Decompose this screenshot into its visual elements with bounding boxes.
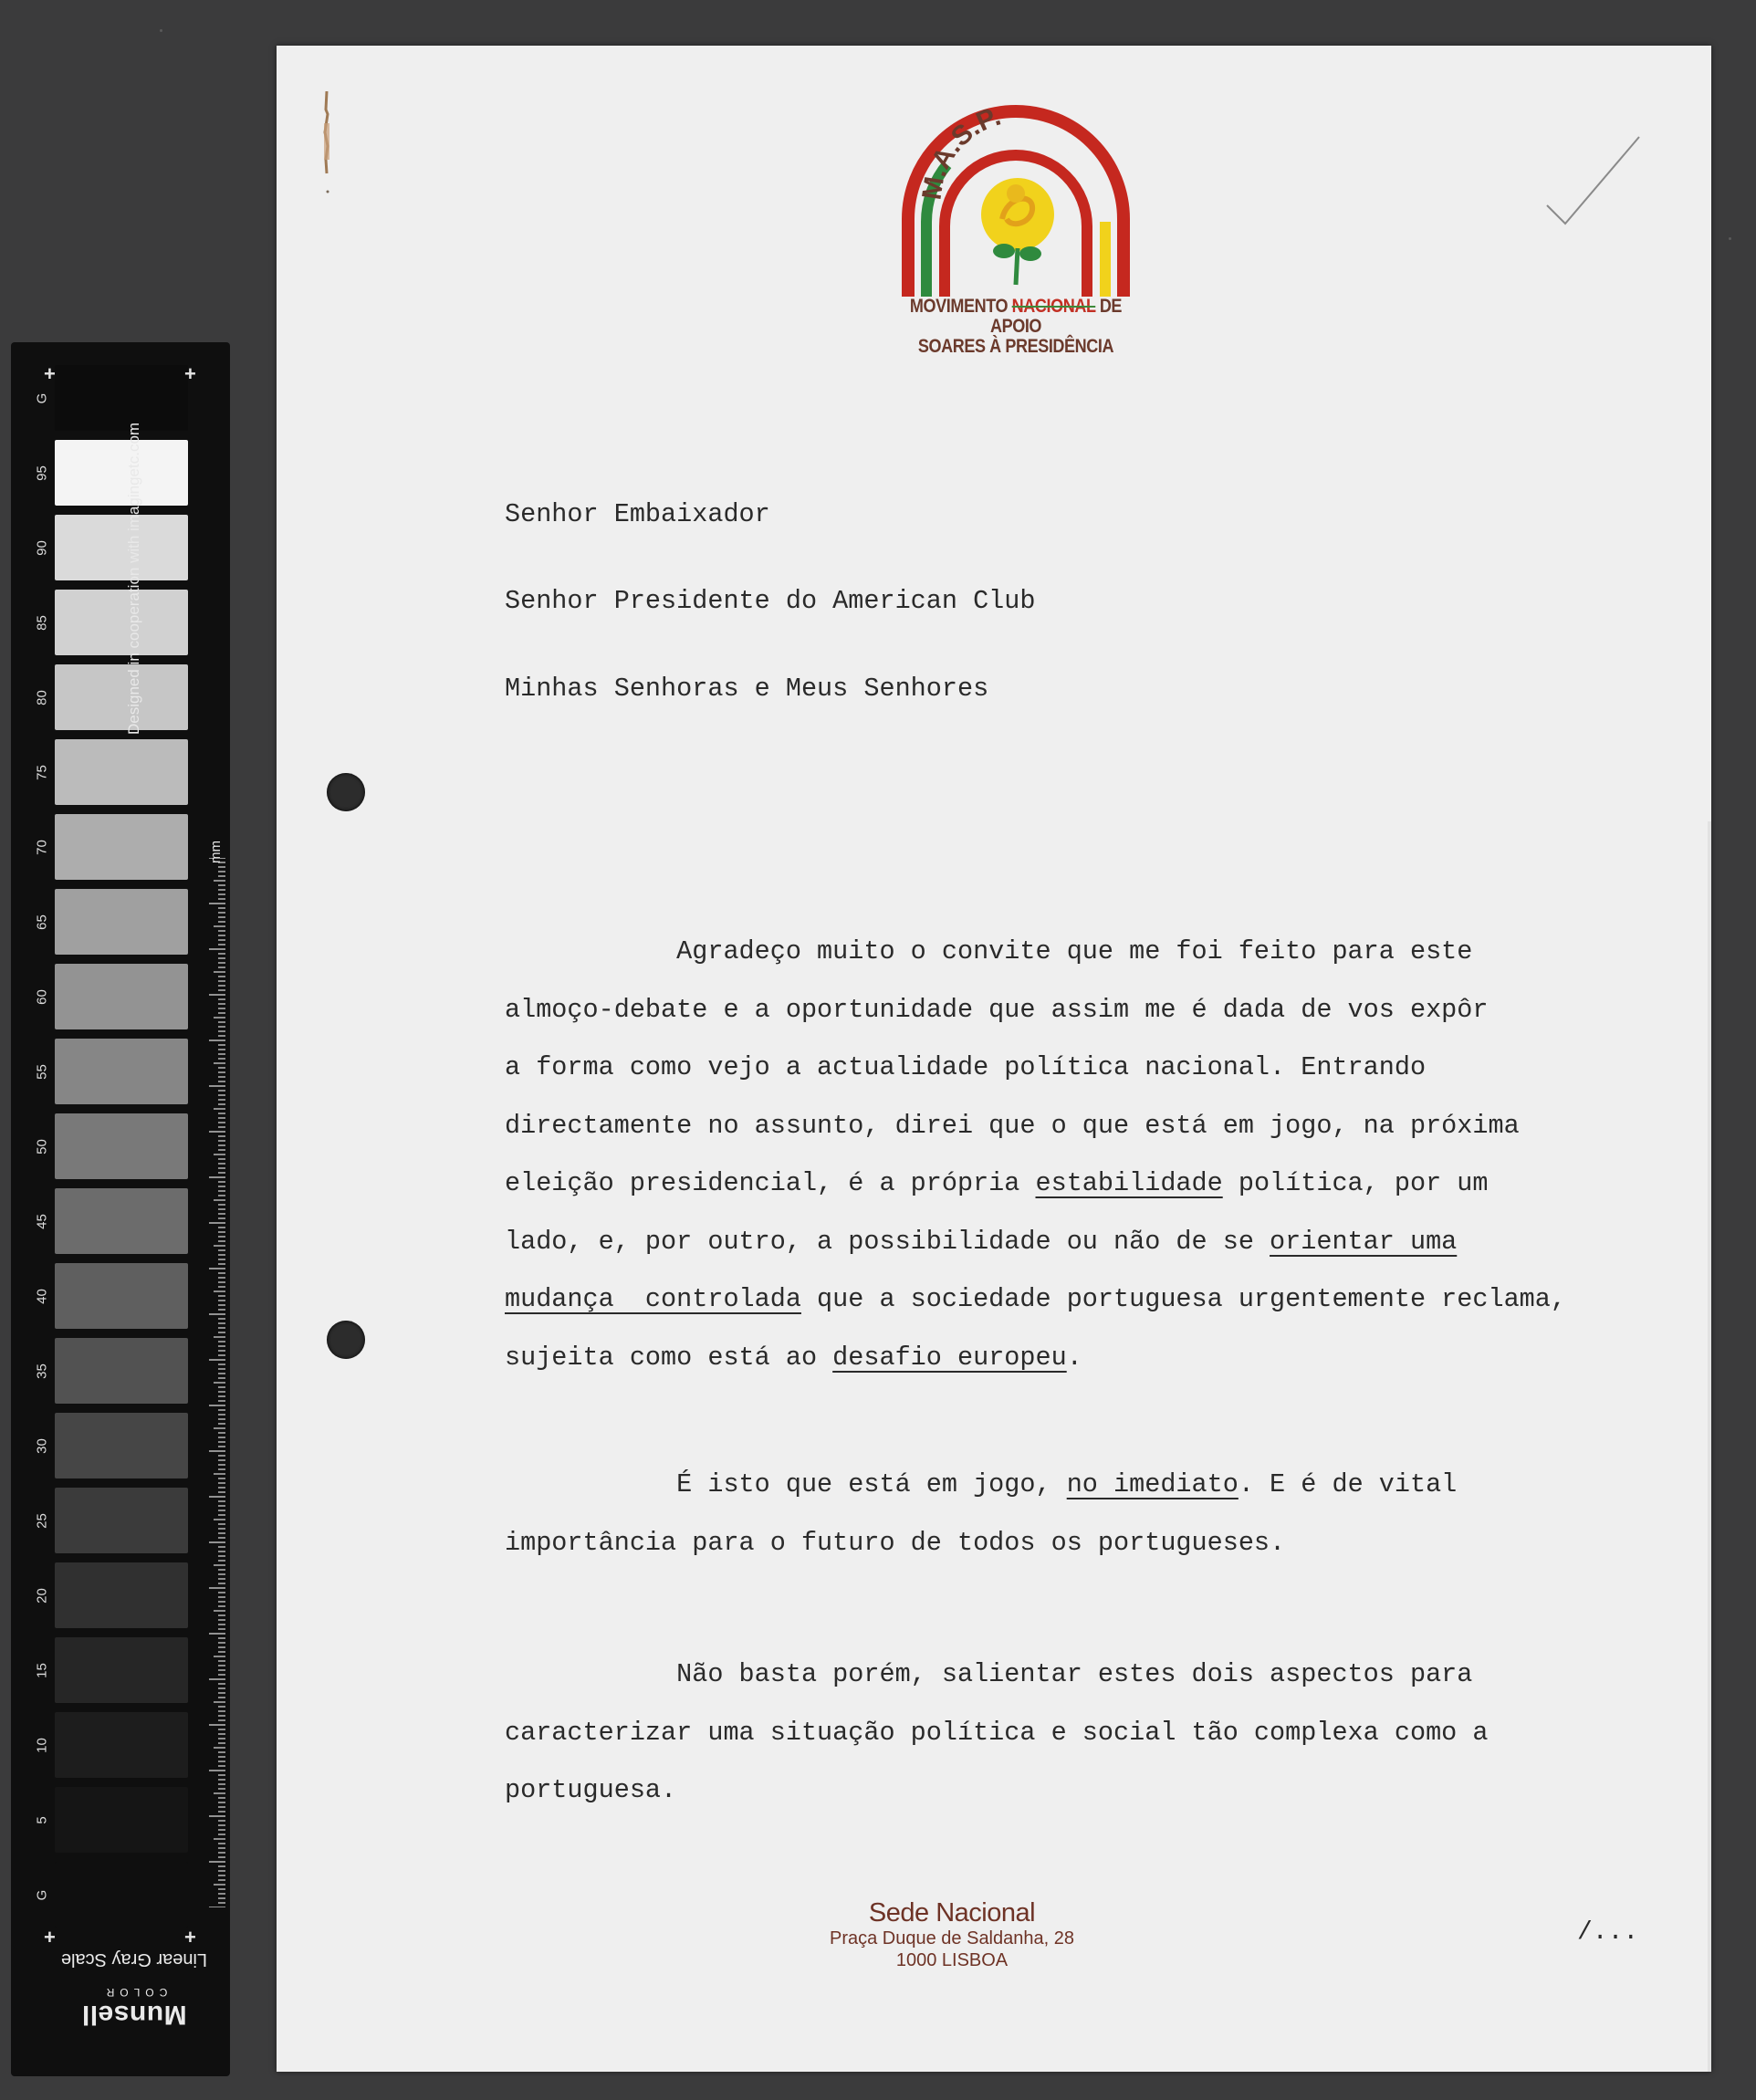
- scale-label: 10: [34, 1738, 50, 1753]
- wordmark-line1-mid: NACIONAL: [1011, 296, 1096, 317]
- text-line: [505, 992, 1691, 1050]
- underlined-phrase: estabilidade: [1035, 1168, 1223, 1198]
- rose-arch-emblem: [870, 91, 1162, 297]
- staple-mark: [322, 91, 331, 201]
- underlined-phrase: mudança controlada: [505, 1284, 801, 1314]
- plus-mark: +: [184, 362, 196, 385]
- gray-patch: [55, 814, 188, 880]
- brand-sub: COLOR: [100, 1986, 168, 1999]
- gray-patch: [55, 1488, 188, 1553]
- text-line: [505, 1165, 1691, 1224]
- text-line: [505, 1656, 1691, 1715]
- scale-label: 40: [34, 1289, 50, 1304]
- punch-hole: [327, 1321, 365, 1359]
- gray-patch: [55, 1338, 188, 1404]
- check-mark-icon: [1545, 91, 1646, 246]
- paragraph-3: [505, 1656, 1691, 1831]
- wordmark-line2: SOARES À PRESIDÊNCIA: [917, 336, 1114, 357]
- gray-patch: [55, 1787, 188, 1853]
- text-segment: sujeita como está ao: [505, 1342, 833, 1373]
- text-line: [505, 1772, 1691, 1831]
- logo-acronym: M.A.S.P.: [916, 100, 1005, 203]
- text-line: [505, 934, 1691, 992]
- scale-label: G: [34, 392, 50, 404]
- plus-mark: +: [44, 362, 56, 385]
- text-segment: almoço-debate e a oportunidade que assim me é dada de vos expôr: [505, 994, 1489, 1025]
- continuation-mark: /...: [1577, 1918, 1639, 1947]
- paper-edge: [1708, 821, 1711, 2072]
- card-credit: Designed in cooperation with imagingetc.com: [125, 422, 142, 735]
- gray-patch: [55, 440, 188, 506]
- scale-label: 25: [34, 1513, 50, 1529]
- footer-city: 1000 LISBOA: [895, 1950, 1009, 1970]
- logo-wordmark: [890, 297, 1141, 357]
- scale-label: 15: [34, 1663, 50, 1678]
- backdrop-speck: [1729, 237, 1731, 240]
- brand-name: Munsell: [81, 2000, 187, 2030]
- scale-label: G: [34, 1889, 50, 1901]
- text-segment: directamente no assunto, direi que o que está em jogo, na próxima: [505, 1110, 1520, 1141]
- scale-label: 80: [34, 690, 50, 705]
- scale-label: 5: [34, 1816, 50, 1824]
- letterhead-footer: [733, 1898, 1171, 1971]
- text-segment: que a sociedade portuguesa urgentemente reclama,: [800, 1284, 1566, 1314]
- gray-patch: [55, 1113, 188, 1179]
- scale-label: 50: [34, 1139, 50, 1154]
- gray-patch: [55, 1039, 188, 1104]
- scale-label: 85: [34, 615, 50, 631]
- scale-label: 90: [34, 540, 50, 556]
- text-line: [505, 1050, 1691, 1108]
- salutation-president: Senhor Presidente do American Club: [505, 586, 1036, 616]
- gray-patch: [55, 739, 188, 805]
- scale-label: 70: [34, 840, 50, 855]
- mm-ruler: [207, 858, 225, 1907]
- footer-title: Sede Nacional: [868, 1898, 1036, 1928]
- text-line: [505, 1281, 1691, 1340]
- text-line: [505, 1715, 1691, 1773]
- scale-label: 35: [34, 1363, 50, 1379]
- text-segment: importância para o futuro de todos os portugueses.: [505, 1527, 1286, 1558]
- scale-label: 60: [34, 989, 50, 1005]
- gray-patch: [55, 515, 188, 580]
- wordmark-line1-start: MOVIMENTO: [909, 296, 1012, 317]
- masp-logo: [870, 91, 1162, 356]
- salutation-audience: Minhas Senhoras e Meus Senhores: [505, 674, 989, 704]
- gray-patch: [55, 590, 188, 655]
- text-segment: lado, e, por outro, a possibilidade ou não de se: [505, 1226, 1270, 1257]
- text-segment: portuguesa.: [505, 1775, 677, 1805]
- plus-mark: +: [44, 1926, 56, 1949]
- gray-patch: [55, 664, 188, 730]
- footer-address: Praça Duque de Saldanha, 28: [830, 1928, 1074, 1949]
- text-line: [505, 1224, 1691, 1282]
- letter-page: [277, 46, 1711, 2072]
- underlined-phrase: desafio europeu: [832, 1342, 1067, 1373]
- underlined-phrase: no imediato: [1066, 1469, 1239, 1499]
- text-segment: eleição presidencial, é a própria: [505, 1168, 1036, 1198]
- gray-patch: [55, 1712, 188, 1778]
- text-segment: Não basta porém, salientar estes dois aspectos para: [505, 1659, 1473, 1689]
- text-segment: Agradeço muito o convite que me foi feito para este: [505, 936, 1473, 966]
- scale-name: Linear Gray Scale: [60, 1949, 208, 1969]
- text-segment: caracterizar uma situação política e social tão complexa como a: [505, 1717, 1489, 1748]
- gray-patch: [55, 1188, 188, 1254]
- munsell-brand: [57, 1949, 212, 2030]
- scale-label: 20: [34, 1588, 50, 1604]
- gray-patch: [55, 964, 188, 1029]
- text-line: [505, 1340, 1691, 1398]
- backdrop-speck: [160, 29, 162, 32]
- text-line: [505, 1108, 1691, 1166]
- gray-patch: [55, 1263, 188, 1329]
- scale-label: 55: [34, 1064, 50, 1080]
- scale-label: 75: [34, 765, 50, 780]
- mm-label: mm: [208, 841, 224, 863]
- gray-patch: [55, 1637, 188, 1703]
- gray-patch: [55, 1562, 188, 1628]
- gray-patch: [55, 1862, 188, 1928]
- text-segment: política, por um: [1222, 1168, 1489, 1198]
- wordmark-line1-end: DE APOIO: [989, 296, 1123, 337]
- paragraph-1: [505, 934, 1691, 1397]
- text-segment: . E é de vital: [1238, 1469, 1458, 1499]
- paragraph-2: [505, 1467, 1691, 1583]
- gray-patch: [55, 889, 188, 955]
- gray-scale-card: [11, 342, 230, 2076]
- gray-patch: [55, 1413, 188, 1478]
- scale-label: 95: [34, 465, 50, 481]
- scale-label: 65: [34, 914, 50, 930]
- scale-label: 45: [34, 1214, 50, 1229]
- gray-patch: [55, 365, 188, 431]
- underlined-phrase: orientar uma: [1270, 1226, 1458, 1257]
- text-segment: É isto que está em jogo,: [505, 1469, 1067, 1499]
- plus-mark: +: [184, 1926, 196, 1949]
- text-segment: a forma como vejo a actualidade política nacional. Entrando: [505, 1052, 1427, 1082]
- punch-hole: [327, 773, 365, 811]
- text-line: [505, 1525, 1691, 1583]
- text-line: [505, 1467, 1691, 1525]
- scale-label: 30: [34, 1438, 50, 1454]
- text-segment: .: [1066, 1342, 1082, 1373]
- salutation-ambassador: Senhor Embaixador: [505, 499, 770, 529]
